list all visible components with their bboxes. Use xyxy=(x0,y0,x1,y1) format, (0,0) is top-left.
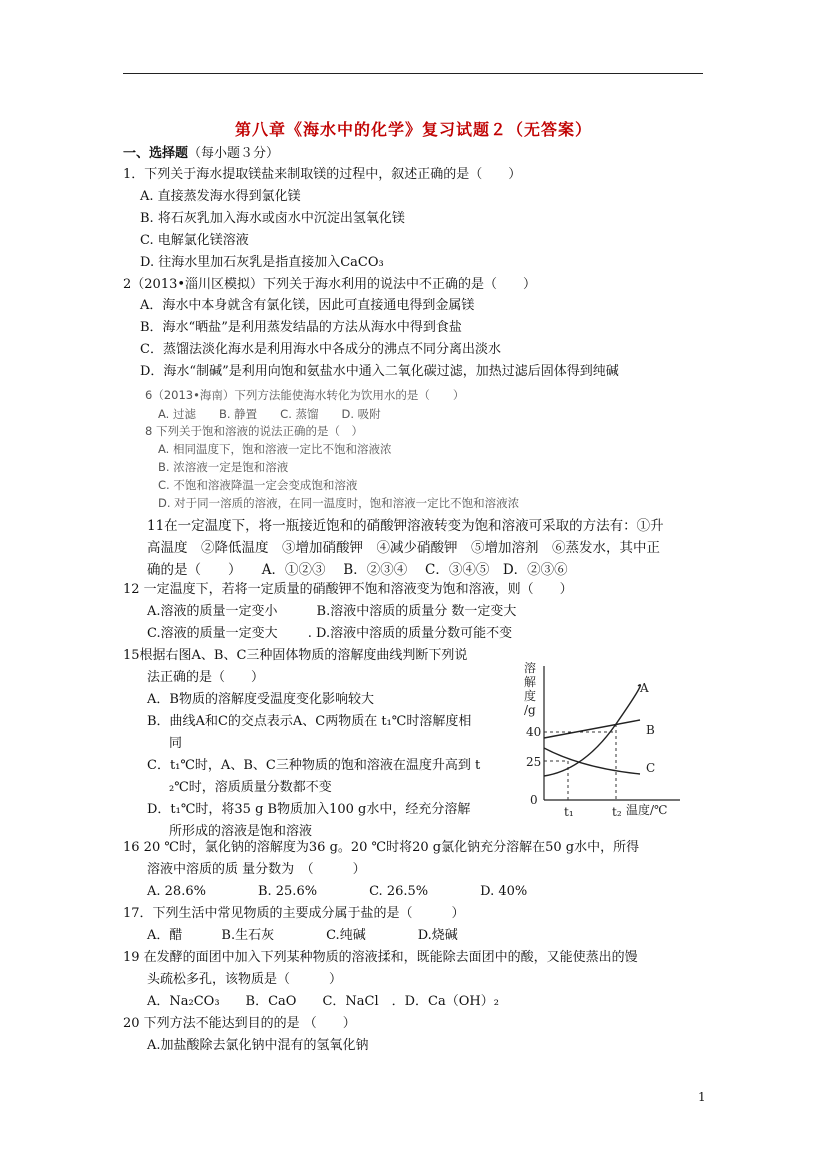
q6-stem: 6（2013•海南）下列方法能使海水转化为饮用水的是（ ） xyxy=(145,388,465,402)
y-tick-40: 40 xyxy=(526,725,542,739)
q16-line1: 16 20 ℃时，氯化钠的溶解度为36 g。20 ℃时将20 g氯化钠充分溶解在50 g水中，所得 xyxy=(123,840,640,855)
q2-option-c: C．蒸馏法淡化海水是利用海水中各成分的沸点不同分离出淡水 xyxy=(140,342,501,357)
section-heading-line xyxy=(123,144,279,164)
q2-option-b: B．海水“晒盐”是利用蒸发结晶的方法从海水中得到食盐 xyxy=(140,320,462,335)
q15-line1: 15根据右图A、B、C三种固体物质的溶解度曲线判断下列说 xyxy=(123,648,468,663)
q1-option-b: B. 将石灰乳加入海水或卤水中沉淀出氢氧化镁 xyxy=(140,211,405,226)
q15-option-c-line2: ₂℃时，溶质质量分数都不变 xyxy=(169,780,332,795)
q20-option-a: A.加盐酸除去氯化钠中混有的氢氧化钠 xyxy=(147,1038,369,1053)
q11-line3: 确的是（ ） A．①②③ B．②③④ C．③④⑤ D．②③⑥ xyxy=(147,562,568,578)
solubility-curve-figure xyxy=(522,662,690,822)
y-axis-label-2: 解 xyxy=(524,675,537,689)
section-heading: 一、选择题 xyxy=(123,146,189,161)
q16-options: A. 28.6% B. 25.6% C. 26.5% D. 40% xyxy=(147,884,528,899)
y-tick-25: 25 xyxy=(526,755,542,769)
q8-option-d: D. 对于同一溶质的溶液，在同一温度时，饱和溶液一定比不饱和溶液浓 xyxy=(158,496,520,510)
q15-line2: 法正确的是（ ） xyxy=(147,670,265,685)
page-title: 第八章《海水中的化学》复习试题２（无答案） xyxy=(234,120,592,139)
q15-option-a: A．B物质的溶解度受温度变化影响较大 xyxy=(147,692,374,707)
q1-option-a: A. 直接蒸发海水得到氯化镁 xyxy=(140,189,301,204)
q2-option-a: A．海水中本身就含有氯化镁，因此可直接通电得到金属镁 xyxy=(140,298,475,313)
q15-option-c-line1: C．t₁℃时，A、B、C三种物质的饱和溶液在温度升高到 t xyxy=(147,758,481,773)
q8-option-b: B. 浓溶液一定是饱和溶液 xyxy=(158,460,289,474)
section-note: （每小题３分） xyxy=(188,146,280,161)
q6-options: A. 过滤 B. 静置 C. 蒸馏 D. 吸附 xyxy=(158,407,381,421)
curve-a-label: A xyxy=(640,681,649,695)
y-axis-label-4: /g xyxy=(524,703,536,717)
curve-b xyxy=(544,720,640,738)
q2-stem: 2（2013•淄川区模拟）下列关于海水利用的说法中不正确的是（ ） xyxy=(123,277,537,292)
page-number: 1 xyxy=(698,1090,706,1104)
curve-b-label: B xyxy=(646,723,655,737)
q1-option-c: C. 电解氯化镁溶液 xyxy=(140,233,249,248)
q19-options: A．Na₂CO₃ B．CaO C．NaCl ．D．Ca（OH）₂ xyxy=(147,994,499,1009)
q2-option-d: D．海水“制碱”是利用向饱和氨盐水中通入二氧化碳过滤，加热过滤后固体得到纯碱 xyxy=(140,364,619,379)
q15-option-d-line1: D．t₁℃时，将35 g B物质加入100 g水中，经充分溶解 xyxy=(147,802,471,817)
curve-a xyxy=(544,685,640,776)
q19-line1: 19 在发酵的面团中加入下列某种物质的溶液揉和，既能除去面团中的酸，又能使蒸出的馒 xyxy=(123,950,638,965)
q12-options-ab: A.溶液的质量一定变小 B.溶液中溶质的质量分 数一定变大 xyxy=(147,604,517,619)
q11-line2: 高温度 ②降低温度 ③增加硝酸钾 ④减少硝酸钾 ⑤增加溶剂 ⑥蒸发水，其中正 xyxy=(147,540,660,556)
origin-label: 0 xyxy=(530,793,538,807)
q20-stem: 20 下列方法不能达到目的的是 （ ） xyxy=(123,1016,356,1031)
q12-stem: 12 一定温度下，若将一定质量的硝酸钾不饱和溶液变为饱和溶液，则（ ） xyxy=(123,582,573,597)
q15-option-b-line1: B．曲线A和C的交点表示A、C两物质在 t₁℃时溶解度相 xyxy=(147,714,472,729)
x-tick-t1: t₁ xyxy=(564,805,574,819)
x-tick-t2: t₂ xyxy=(612,805,622,819)
q12-options-cd: C.溶液的质量一定变大 . D.溶液中溶质的质量分数可能不变 xyxy=(147,626,513,641)
q11-line1: 11在一定温度下，将一瓶接近饱和的硝酸钾溶液转变为饱和溶液可采取的方法有：①升 xyxy=(147,518,664,534)
x-axis-label: 温度/℃ xyxy=(626,803,668,817)
q1-option-d: D. 往海水里加石灰乳是指直接加入CaCO₃ xyxy=(140,255,384,270)
header-rule xyxy=(123,73,703,74)
curve-c-label: C xyxy=(646,761,656,775)
q16-line2: 溶液中溶质的质 量分数为 （ ） xyxy=(147,862,366,877)
q8-option-c: C. 不饱和溶液降温一定会变成饱和溶液 xyxy=(158,478,358,492)
q19-line2: 头疏松多孔，该物质是（ ） xyxy=(147,972,343,987)
q17-options: A．醋 B.生石灰 C.纯碱 D.烧碱 xyxy=(147,928,458,943)
y-axis-label-1: 溶 xyxy=(524,662,537,675)
y-axis-label-3: 度 xyxy=(524,689,537,703)
q8-stem: 8 下列关于饱和溶液的说法正确的是（ ） xyxy=(145,424,363,438)
q15-option-b-line2: 同 xyxy=(169,736,183,751)
q17-stem: 17．下列生活中常见物质的主要成分属于盐的是（ ） xyxy=(123,906,465,921)
q8-option-a: A. 相同温度下，饱和溶液一定比不饱和溶液浓 xyxy=(158,442,392,456)
q15-option-d-line2: 所形成的溶液是饱和溶液 xyxy=(169,824,313,839)
q1-stem: 1．下列关于海水提取镁盐来制取镁的过程中，叙述正确的是（ ） xyxy=(123,167,522,182)
